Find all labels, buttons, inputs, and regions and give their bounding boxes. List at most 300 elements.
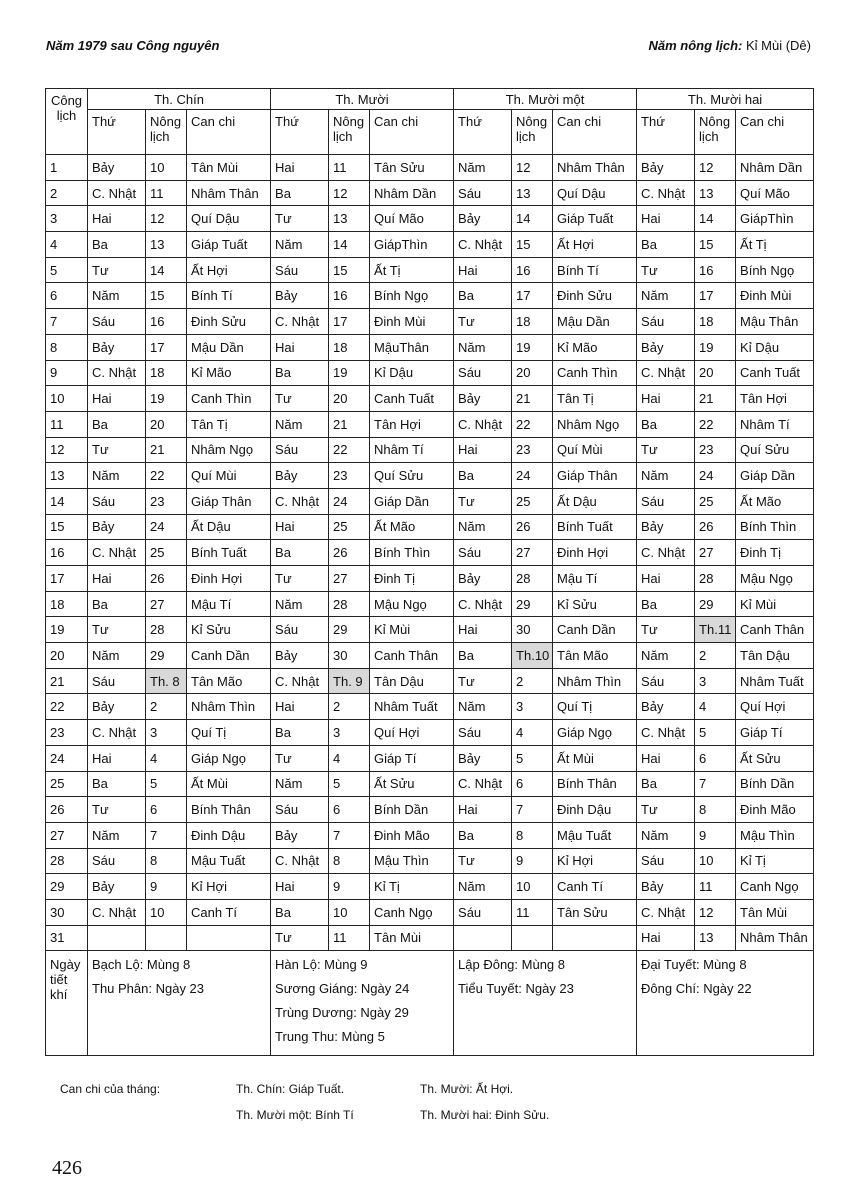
cong-lich-cell: 31 bbox=[46, 925, 88, 951]
cong-lich-cell: 27 bbox=[46, 822, 88, 848]
nong-lich-cell: 3 bbox=[329, 720, 370, 746]
can-chi-header: Can chi bbox=[187, 110, 271, 155]
can-chi-cell: Kỉ Mão bbox=[187, 360, 271, 386]
can-chi-thang-item: Th. Chín: Giáp Tuất. bbox=[236, 1082, 345, 1096]
thu-cell: Năm bbox=[271, 411, 329, 437]
table-row bbox=[46, 540, 814, 566]
thu-cell: Bảy bbox=[88, 334, 146, 360]
nong-lich-cell: 16 bbox=[512, 257, 553, 283]
cong-lich-cell: 5 bbox=[46, 257, 88, 283]
cong-lich-cell: 10 bbox=[46, 386, 88, 412]
nong-lich-cell: 13 bbox=[695, 925, 736, 951]
nong-lich-cell: 3 bbox=[146, 720, 187, 746]
thu-cell: Bảy bbox=[271, 822, 329, 848]
table-row bbox=[46, 566, 814, 592]
nong-lich-cell: 22 bbox=[512, 411, 553, 437]
can-chi-cell: MậuThân bbox=[370, 334, 454, 360]
nong-lich-cell: 28 bbox=[329, 591, 370, 617]
nong-lich-cell: 10 bbox=[695, 848, 736, 874]
can-chi-cell: Giáp Ngọ bbox=[553, 720, 637, 746]
can-chi-cell: Bính Thìn bbox=[370, 540, 454, 566]
nong-lich-cell: 5 bbox=[512, 745, 553, 771]
thu-cell: Năm bbox=[454, 514, 512, 540]
nong-lich-cell: 15 bbox=[146, 283, 187, 309]
nong-lich-cell: 10 bbox=[146, 899, 187, 925]
table-row bbox=[46, 411, 814, 437]
nong-lich-cell: 26 bbox=[146, 566, 187, 592]
can-chi-cell: Mậu Dần bbox=[187, 334, 271, 360]
thu-cell: Tư bbox=[454, 668, 512, 694]
table-row bbox=[46, 386, 814, 412]
nong-lich-cell: 8 bbox=[695, 797, 736, 823]
can-chi-cell: Ất Mão bbox=[736, 488, 814, 514]
can-chi-cell: Kỉ Hợi bbox=[553, 848, 637, 874]
cong-lich-header: Công lịch bbox=[46, 89, 88, 155]
cong-lich-cell: 17 bbox=[46, 566, 88, 592]
can-chi-cell: Quí Mùi bbox=[553, 437, 637, 463]
nong-lich-cell: 18 bbox=[146, 360, 187, 386]
nong-lich-cell: 20 bbox=[512, 360, 553, 386]
can-chi-cell: Tân Mùi bbox=[187, 155, 271, 181]
calendar-body bbox=[46, 155, 814, 951]
nong-lich-cell: 23 bbox=[146, 488, 187, 514]
nong-lich-cell: 6 bbox=[512, 771, 553, 797]
can-chi-cell: Đinh Mùi bbox=[370, 309, 454, 335]
can-chi-cell: Đinh Mùi bbox=[736, 283, 814, 309]
can-chi-cell: Quí Sửu bbox=[370, 463, 454, 489]
month-header: Th. Chín bbox=[88, 89, 271, 110]
page-number: 426 bbox=[52, 1157, 82, 1179]
thu-cell: Sáu bbox=[454, 180, 512, 206]
nong-lich-cell: Th. 9 bbox=[329, 668, 370, 694]
thu-cell: C. Nhật bbox=[88, 360, 146, 386]
thu-cell: C. Nhật bbox=[454, 771, 512, 797]
nong-lich-cell: 28 bbox=[695, 566, 736, 592]
can-chi-cell bbox=[187, 925, 271, 951]
can-chi-cell: Quí Mão bbox=[736, 180, 814, 206]
nong-lich-cell: 4 bbox=[695, 694, 736, 720]
thu-cell bbox=[454, 925, 512, 951]
table-row bbox=[46, 309, 814, 335]
can-chi-cell: Tân Sửu bbox=[370, 155, 454, 181]
thu-cell: Tư bbox=[637, 797, 695, 823]
thu-cell: C. Nhật bbox=[88, 180, 146, 206]
thu-cell: Tư bbox=[88, 797, 146, 823]
can-chi-cell: Đinh Mão bbox=[736, 797, 814, 823]
can-chi-cell: Kỉ Tị bbox=[736, 848, 814, 874]
can-chi-cell: Tân Tị bbox=[553, 386, 637, 412]
can-chi-cell: Kỉ Tị bbox=[370, 874, 454, 900]
nong-lich-cell: 20 bbox=[695, 360, 736, 386]
cong-lich-cell: 16 bbox=[46, 540, 88, 566]
nong-lich-header: Nông lịch bbox=[329, 110, 370, 155]
thu-cell: Ba bbox=[454, 283, 512, 309]
nong-lich-cell: 10 bbox=[146, 155, 187, 181]
can-chi-cell: Quí Hợi bbox=[370, 720, 454, 746]
thu-cell: Sáu bbox=[637, 309, 695, 335]
nong-lich-cell: 14 bbox=[695, 206, 736, 232]
cong-lich-cell: 20 bbox=[46, 643, 88, 669]
thu-cell: C. Nhật bbox=[454, 232, 512, 258]
thu-cell: C. Nhật bbox=[88, 899, 146, 925]
nong-lich-cell: 9 bbox=[512, 848, 553, 874]
can-chi-cell: Kỉ Dậu bbox=[736, 334, 814, 360]
thu-cell: Bảy bbox=[88, 155, 146, 181]
cong-lich-cell: 18 bbox=[46, 591, 88, 617]
nong-lich-cell: 16 bbox=[329, 283, 370, 309]
nong-lich-cell: 19 bbox=[512, 334, 553, 360]
tiet-khi-item: Đông Chí: Ngày 22 bbox=[641, 981, 752, 997]
nong-lich-cell: 11 bbox=[146, 180, 187, 206]
nong-lich-cell: Th. 8 bbox=[146, 668, 187, 694]
nong-lich-cell: 11 bbox=[329, 925, 370, 951]
can-chi-cell: Nhâm Tí bbox=[370, 437, 454, 463]
nong-lich-cell: 4 bbox=[146, 745, 187, 771]
nong-lich-cell: 16 bbox=[146, 309, 187, 335]
nong-lich-cell: 23 bbox=[512, 437, 553, 463]
thu-cell: Tư bbox=[454, 309, 512, 335]
can-chi-cell: Bính Tí bbox=[187, 283, 271, 309]
thu-cell: Ba bbox=[454, 643, 512, 669]
nong-lich-cell: 5 bbox=[329, 771, 370, 797]
thu-cell: Bảy bbox=[454, 386, 512, 412]
can-chi-cell: Kỉ Sửu bbox=[187, 617, 271, 643]
can-chi-cell: Nhâm Thân bbox=[553, 155, 637, 181]
can-chi-cell: Nhâm Ngọ bbox=[187, 437, 271, 463]
nong-lich-cell: 25 bbox=[695, 488, 736, 514]
nong-lich-cell: 24 bbox=[512, 463, 553, 489]
thu-cell: Bảy bbox=[637, 874, 695, 900]
can-chi-cell: Đinh Tị bbox=[736, 540, 814, 566]
nong-lich-cell: 21 bbox=[329, 411, 370, 437]
thu-cell: C. Nhật bbox=[271, 309, 329, 335]
can-chi-cell: Quí Dậu bbox=[187, 206, 271, 232]
thu-cell: Năm bbox=[454, 874, 512, 900]
nong-lich-cell: 18 bbox=[329, 334, 370, 360]
nong-lich-header: Nông lịch bbox=[695, 110, 736, 155]
can-chi-header: Can chi bbox=[370, 110, 454, 155]
thu-cell: Tư bbox=[454, 848, 512, 874]
thu-header: Thứ bbox=[88, 110, 146, 155]
nong-lich-header: Nông lịch bbox=[512, 110, 553, 155]
can-chi-cell: Tân Dậu bbox=[370, 668, 454, 694]
thu-cell bbox=[88, 925, 146, 951]
can-chi-cell: Đinh Sửu bbox=[553, 283, 637, 309]
nong-lich-cell: 11 bbox=[512, 899, 553, 925]
nong-lich-cell: 11 bbox=[695, 874, 736, 900]
cong-lich-cell: 4 bbox=[46, 232, 88, 258]
nong-lich-header: Nông lịch bbox=[146, 110, 187, 155]
nong-lich-cell: 7 bbox=[695, 771, 736, 797]
tiet-khi-item: Đại Tuyết: Mùng 8 bbox=[641, 957, 747, 973]
can-chi-cell: Bính Tí bbox=[553, 257, 637, 283]
nong-lich-cell: 26 bbox=[695, 514, 736, 540]
nong-lich-cell: 29 bbox=[329, 617, 370, 643]
nong-lich-cell: 14 bbox=[329, 232, 370, 258]
thu-cell: Năm bbox=[637, 643, 695, 669]
table-row bbox=[46, 694, 814, 720]
thu-cell: Ba bbox=[637, 591, 695, 617]
thu-cell: C. Nhật bbox=[454, 411, 512, 437]
table-row bbox=[46, 899, 814, 925]
can-chi-cell: Đinh Dậu bbox=[553, 797, 637, 823]
can-chi-cell: Đinh Hợi bbox=[187, 566, 271, 592]
tiet-khi-item: Sương Giáng: Ngày 24 bbox=[275, 981, 410, 997]
nong-lich-cell: 5 bbox=[146, 771, 187, 797]
nong-lich-cell: 19 bbox=[329, 360, 370, 386]
can-chi-cell: Canh Tuất bbox=[736, 360, 814, 386]
table-row bbox=[46, 334, 814, 360]
thu-cell: Ba bbox=[271, 360, 329, 386]
can-chi-cell: Quí Hợi bbox=[736, 694, 814, 720]
thu-cell: Ba bbox=[88, 771, 146, 797]
tiet-khi-cell bbox=[271, 951, 454, 1056]
thu-cell: Sáu bbox=[454, 540, 512, 566]
table-row bbox=[46, 771, 814, 797]
can-chi-cell: Tân Tị bbox=[187, 411, 271, 437]
nong-lich-cell: 9 bbox=[329, 874, 370, 900]
thu-cell: Hai bbox=[637, 566, 695, 592]
thu-header: Thứ bbox=[271, 110, 329, 155]
thu-cell: Ba bbox=[271, 180, 329, 206]
can-chi-cell: Ất Sửu bbox=[736, 745, 814, 771]
thu-cell: C. Nhật bbox=[271, 488, 329, 514]
thu-cell: Năm bbox=[88, 643, 146, 669]
nong-lich-cell bbox=[146, 925, 187, 951]
can-chi-cell: Đinh Mão bbox=[370, 822, 454, 848]
can-chi-thang-label: Can chi của tháng: bbox=[60, 1082, 161, 1096]
thu-cell: Tư bbox=[271, 206, 329, 232]
can-chi-cell: Quí Mão bbox=[370, 206, 454, 232]
can-chi-cell: Kỉ Mão bbox=[553, 334, 637, 360]
thu-cell: C. Nhật bbox=[271, 668, 329, 694]
can-chi-cell: GiápThìn bbox=[370, 232, 454, 258]
table-row bbox=[46, 617, 814, 643]
can-chi-cell: Đinh Tị bbox=[370, 566, 454, 592]
nong-lich-cell: 13 bbox=[146, 232, 187, 258]
can-chi-thang-item: Th. Mười một: Bính Tí bbox=[236, 1108, 354, 1122]
month-header-row bbox=[46, 89, 814, 110]
table-row bbox=[46, 822, 814, 848]
nong-lich-cell: 4 bbox=[329, 745, 370, 771]
nong-lich-cell: 5 bbox=[695, 720, 736, 746]
nong-lich-cell: 17 bbox=[146, 334, 187, 360]
nong-lich-cell bbox=[512, 925, 553, 951]
thu-cell: Bảy bbox=[88, 874, 146, 900]
can-chi-cell: Giáp Ngọ bbox=[187, 745, 271, 771]
cong-lich-cell: 23 bbox=[46, 720, 88, 746]
thu-cell: Sáu bbox=[637, 848, 695, 874]
nong-lich-cell: Th.11 bbox=[695, 617, 736, 643]
nong-lich-cell: 25 bbox=[512, 488, 553, 514]
thu-cell: Tư bbox=[271, 745, 329, 771]
nong-lich-cell: 11 bbox=[329, 155, 370, 181]
can-chi-cell: Canh Tí bbox=[187, 899, 271, 925]
nong-lich-cell: 28 bbox=[146, 617, 187, 643]
cong-lich-cell: 22 bbox=[46, 694, 88, 720]
nong-lich-cell: 12 bbox=[695, 899, 736, 925]
thu-cell: Hai bbox=[637, 925, 695, 951]
cong-lich-cell: 9 bbox=[46, 360, 88, 386]
cong-lich-cell: 6 bbox=[46, 283, 88, 309]
can-chi-cell: Bính Ngọ bbox=[370, 283, 454, 309]
cong-lich-cell: 8 bbox=[46, 334, 88, 360]
cong-lich-cell: 1 bbox=[46, 155, 88, 181]
nong-lich-cell: 26 bbox=[512, 514, 553, 540]
table-row bbox=[46, 360, 814, 386]
nong-lich-cell: 15 bbox=[695, 232, 736, 258]
can-chi-cell: Kỉ Mùi bbox=[736, 591, 814, 617]
table-row bbox=[46, 643, 814, 669]
thu-cell: Tư bbox=[637, 617, 695, 643]
thu-header: Thứ bbox=[454, 110, 512, 155]
table-row bbox=[46, 668, 814, 694]
tiet-khi-item: Tiểu Tuyết: Ngày 23 bbox=[458, 981, 574, 997]
thu-cell: Năm bbox=[88, 822, 146, 848]
nong-lich-cell: 25 bbox=[329, 514, 370, 540]
can-chi-cell: Giáp Thân bbox=[553, 463, 637, 489]
nong-lich-cell: 21 bbox=[695, 386, 736, 412]
nong-lich-cell: 18 bbox=[512, 309, 553, 335]
thu-cell: Sáu bbox=[454, 720, 512, 746]
thu-cell: Hai bbox=[88, 745, 146, 771]
thu-cell: Ba bbox=[637, 411, 695, 437]
nong-lich-cell: 29 bbox=[146, 643, 187, 669]
tiet-khi-item: Trùng Dương: Ngày 29 bbox=[275, 1005, 409, 1021]
nong-lich-cell: 27 bbox=[695, 540, 736, 566]
can-chi-cell: Quí Tị bbox=[553, 694, 637, 720]
nong-lich-cell: 27 bbox=[329, 566, 370, 592]
can-chi-cell: Canh Thìn bbox=[187, 386, 271, 412]
table-row bbox=[46, 797, 814, 823]
thu-cell: C. Nhật bbox=[637, 180, 695, 206]
thu-cell: Sáu bbox=[88, 309, 146, 335]
can-chi-cell: Quí Mùi bbox=[187, 463, 271, 489]
table-row bbox=[46, 514, 814, 540]
thu-cell: Hai bbox=[271, 155, 329, 181]
thu-cell: Năm bbox=[271, 771, 329, 797]
thu-cell: Bảy bbox=[637, 155, 695, 181]
tiet-khi-item: Trung Thu: Mùng 5 bbox=[275, 1029, 385, 1045]
thu-cell: Ba bbox=[271, 720, 329, 746]
cong-lich-cell: 2 bbox=[46, 180, 88, 206]
thu-cell: Tư bbox=[637, 437, 695, 463]
nong-lich-cell: 23 bbox=[329, 463, 370, 489]
thu-cell: Sáu bbox=[271, 617, 329, 643]
header-right-value: Kỉ Mùi (Dê) bbox=[745, 38, 811, 53]
thu-cell: Hai bbox=[271, 334, 329, 360]
nong-lich-cell: 6 bbox=[146, 797, 187, 823]
can-chi-cell bbox=[553, 925, 637, 951]
can-chi-cell: Nhâm Tí bbox=[736, 411, 814, 437]
thu-cell: Hai bbox=[454, 617, 512, 643]
nong-lich-cell: 21 bbox=[146, 437, 187, 463]
thu-cell: Năm bbox=[637, 822, 695, 848]
can-chi-cell: Bính Dần bbox=[370, 797, 454, 823]
tiet-khi-cell bbox=[88, 951, 271, 1056]
thu-cell: C. Nhật bbox=[88, 720, 146, 746]
can-chi-cell: Tân Mão bbox=[187, 668, 271, 694]
thu-cell: Ba bbox=[88, 591, 146, 617]
header-left: Năm 1979 sau Công nguyên bbox=[46, 38, 220, 53]
nong-lich-cell: 15 bbox=[512, 232, 553, 258]
can-chi-cell: Canh Dần bbox=[187, 643, 271, 669]
can-chi-cell: Giáp Tí bbox=[370, 745, 454, 771]
can-chi-cell: Nhâm Thìn bbox=[553, 668, 637, 694]
can-chi-cell: Ất Tị bbox=[736, 232, 814, 258]
cong-lich-cell: 28 bbox=[46, 848, 88, 874]
thu-cell: Ba bbox=[454, 463, 512, 489]
thu-cell: Hai bbox=[271, 694, 329, 720]
nong-lich-cell: 2 bbox=[695, 643, 736, 669]
can-chi-cell: Ất Sửu bbox=[370, 771, 454, 797]
nong-lich-cell: 19 bbox=[695, 334, 736, 360]
table-row bbox=[46, 591, 814, 617]
nong-lich-cell: 30 bbox=[329, 643, 370, 669]
can-chi-cell: Bính Thân bbox=[553, 771, 637, 797]
can-chi-cell: Mậu Ngọ bbox=[736, 566, 814, 592]
table-row bbox=[46, 180, 814, 206]
table-row bbox=[46, 257, 814, 283]
thu-cell: Ba bbox=[271, 899, 329, 925]
can-chi-cell: Tân Hợi bbox=[370, 411, 454, 437]
thu-cell: Hai bbox=[88, 206, 146, 232]
can-chi-cell: Đinh Sửu bbox=[187, 309, 271, 335]
can-chi-cell: Ất Tị bbox=[370, 257, 454, 283]
cong-lich-cell: 13 bbox=[46, 463, 88, 489]
nong-lich-cell: 17 bbox=[512, 283, 553, 309]
nong-lich-cell: 3 bbox=[695, 668, 736, 694]
thu-cell: C. Nhật bbox=[637, 540, 695, 566]
nong-lich-cell: 14 bbox=[146, 257, 187, 283]
sub-header-row bbox=[46, 110, 814, 155]
thu-cell: Năm bbox=[454, 155, 512, 181]
nong-lich-cell: 13 bbox=[695, 180, 736, 206]
thu-cell: Hai bbox=[454, 797, 512, 823]
nong-lich-cell: 17 bbox=[329, 309, 370, 335]
can-chi-cell: Kỉ Dậu bbox=[370, 360, 454, 386]
thu-cell: Năm bbox=[271, 232, 329, 258]
can-chi-cell: Ất Hợi bbox=[187, 257, 271, 283]
table-row bbox=[46, 745, 814, 771]
thu-header: Thứ bbox=[637, 110, 695, 155]
thu-cell: Hai bbox=[454, 437, 512, 463]
can-chi-cell: Tân Sửu bbox=[553, 899, 637, 925]
nong-lich-cell: 20 bbox=[146, 411, 187, 437]
thu-cell: Sáu bbox=[271, 437, 329, 463]
thu-cell: Ba bbox=[271, 540, 329, 566]
cong-lich-cell: 30 bbox=[46, 899, 88, 925]
nong-lich-cell: 28 bbox=[512, 566, 553, 592]
nong-lich-cell: 24 bbox=[695, 463, 736, 489]
thu-cell: Sáu bbox=[88, 668, 146, 694]
can-chi-cell: Nhâm Thân bbox=[187, 180, 271, 206]
tiet-khi-item: Hàn Lộ: Mùng 9 bbox=[275, 957, 368, 973]
nong-lich-cell: 13 bbox=[329, 206, 370, 232]
can-chi-cell: Nhâm Tuất bbox=[736, 668, 814, 694]
nong-lich-cell: 22 bbox=[695, 411, 736, 437]
can-chi-cell: Mậu Thân bbox=[736, 309, 814, 335]
thu-cell: Tư bbox=[271, 925, 329, 951]
nong-lich-cell: 29 bbox=[512, 591, 553, 617]
table-row bbox=[46, 437, 814, 463]
can-chi-cell: Nhâm Thìn bbox=[187, 694, 271, 720]
can-chi-cell: Ất Hợi bbox=[553, 232, 637, 258]
nong-lich-cell: 7 bbox=[146, 822, 187, 848]
cong-lich-cell: 29 bbox=[46, 874, 88, 900]
nong-lich-cell: 17 bbox=[695, 283, 736, 309]
table-row bbox=[46, 206, 814, 232]
